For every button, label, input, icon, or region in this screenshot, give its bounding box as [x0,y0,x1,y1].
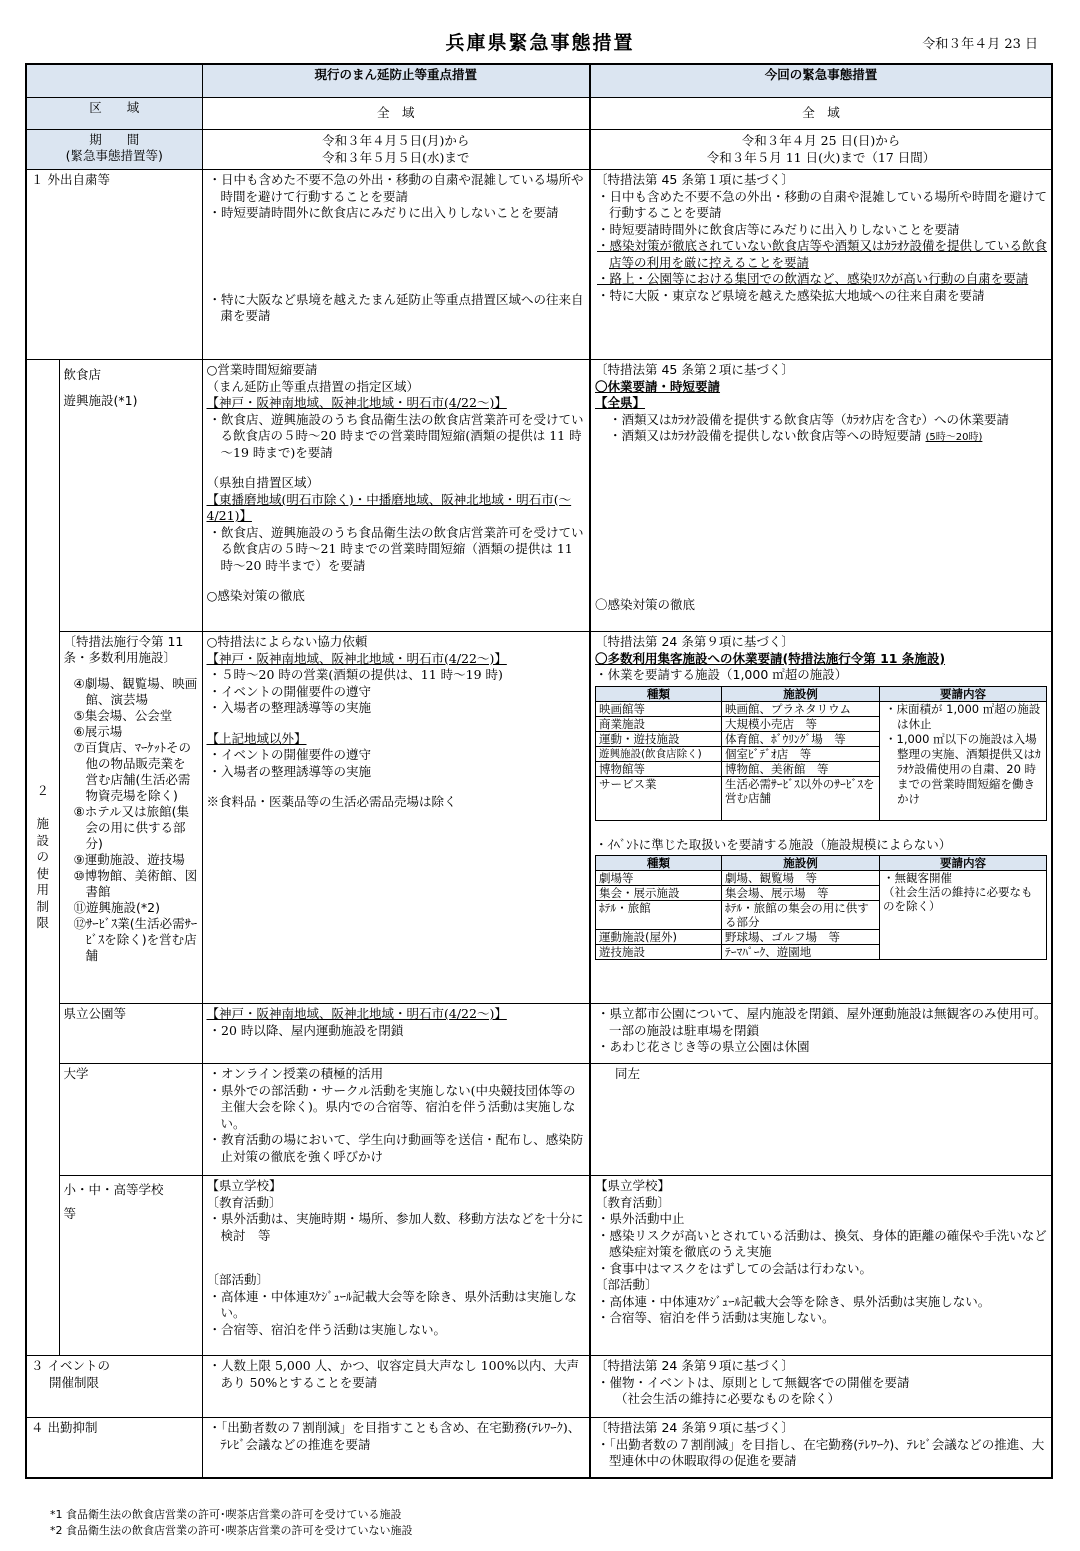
school-label-1: 小・中・高等学校 [63,1182,164,1197]
multi-label-title: 〔特措法施行令第 11 条・多数利用施設〕 [63,634,184,665]
event-request [880,871,1047,960]
food-cur-2: （まん延防止等重点措置の指定区域） [206,378,420,394]
section-4-label: ４ 出勤抑制 [26,1418,202,1478]
school-new-3: ・県外活動中止 [597,1211,685,1226]
school-new-2: 〔教育活動〕 [595,1194,671,1210]
school-new-7: ・高体連・中体連ｽｹｼﾞｭｰﾙ記載大会等を除き、県外活動は実施しない。 [597,1293,991,1309]
closure-type: 映画館等 [596,701,722,716]
footnote-1: *1 食品衛生法の飲食店営業の許可･喫茶店営業の許可を受けている施設 [50,1508,402,1521]
s4-new-2: ・「出勤者数の７割削減」を目指し、在宅勤務(ﾃﾚﾜｰｸ)、ﾃﾚﾋﾞ会議などの推進、大型連休中の休暇取得の促進を要請 [597,1436,1045,1468]
food-current [202,360,590,632]
food-new-1: 〔特措法第 45 条第２項に基づく〕 [595,362,794,377]
multi-new-1: 〔特措法第 24 条第９項に基づく〕 [595,634,794,649]
event-table-header [596,856,1047,871]
univ-cur-3: ・教育活動の場において、学生向け動画等を送信・配布し、感染防止対策の徹底を強く呼びかけ [208,1132,584,1164]
multi-label [59,632,202,1004]
closure-example: 生活必需ｻｰﾋﾞｽ以外のｻｰﾋﾞｽを営む店舗 [722,776,880,820]
period-label [26,130,202,170]
s2-vert-3: 設 [36,832,49,848]
section-1-label: １ 外出自粛等 [26,170,202,360]
s3-new-2: ・催物・イベントは、原則として無観客での開催を要請 [597,1374,910,1390]
section-2-multi-row [26,632,1052,1004]
food-cur-4: ・飲食店、遊興施設のうち食品衛生法の飲食店営業許可を受けている飲食店の５時～20 時までの営業時間短縮(酒類の提供は 11 時～19 時まで)を要請 [208,411,584,460]
event-head-type: 種類 [596,856,722,871]
event-request-1: ・無観客開催 [883,871,952,885]
univ-cur-2: ・県外での部活動・サークル活動を実施しない(中央競技団体等の主催大会を除く)。県内での合宿等、宿泊を伴う活動は実施しない。 [208,1082,576,1131]
park-current [202,1004,590,1064]
food-new-3: 【全県】 [595,395,646,410]
period-label-2: (緊急事態措置等) [65,148,163,163]
multi-cur-3: ・５時～20 時の営業(酒類の提供は、11 時～19 時) [208,667,503,682]
school-new-1: 【県立学校】 [595,1178,671,1193]
event-head-request: 要請内容 [880,856,1047,871]
food-new-5-text: ・酒類又はｶﾗｵｹ設備を提供しない飲食店等への時短要請 [609,428,922,443]
section-2-vertical-label [26,360,59,1356]
multi-cur-6: 【上記地域以外】 [206,730,307,746]
closure-type: 遊興施設(飲食店除く) [596,746,722,761]
s2-vert-7: 制 [36,898,49,914]
closure-example: 大規模小売店 等 [722,716,880,731]
closure-head-type: 種類 [596,686,722,701]
school-current [202,1176,590,1356]
food-new-5-hours: (5時～20時) [925,432,983,443]
multi-items-list [64,676,198,964]
period-new-1: 令和３年４月 25 日(日)から [741,133,901,148]
s1-new-4: ・路上・公園等における集団での飲酒など、感染ﾘｽｸが高い行動の自粛を要請 [597,271,1029,286]
multi-cur-8: ・入場者の整理誘導等の実施 [208,763,372,779]
section-3-new [590,1356,1052,1418]
s4-new-1: 〔特措法第 24 条第９項に基づく〕 [595,1420,794,1435]
multi-new-2: 〇多数利用集客施設への休業要請(特措法施行令第 11 条施設) [595,650,946,666]
s1-new-3: ・感染対策が徹底されていない飲食店等や酒類又はｶﾗｵｹ設備を提供している飲食店等の利用を厳に控えることを要請 [597,238,1048,270]
food-cur-8: ○感染対策の徹底 [206,588,305,603]
closure-example: 映画館、プラネタリウム [722,701,880,716]
area-row [26,98,1052,130]
closure-request [880,701,1047,820]
section-2-park-row [26,1004,1052,1064]
s3-label-1: ３ イベントの [31,1358,110,1373]
food-cur-1: ○営業時間短縮要請 [206,362,318,377]
multi-cur-5: ・入場者の整理誘導等の実施 [208,700,372,715]
school-cur-5: ・高体連・中体連ｽｹｼﾞｭｰﾙ記載大会等を除き、県外活動は実施しない。 [208,1288,577,1320]
s2-vert-4: の [36,849,49,865]
s3-cur-1: ・人数上限 5,000 人、かつ、収容定員大声なし 100%以内、大声あり 50%とすることを要請 [208,1358,579,1390]
food-label-1: 飲食店 [63,367,102,382]
multi-current [202,632,590,1004]
section-4-new [590,1418,1052,1478]
closure-example: 博物館、美術館 等 [722,761,880,776]
s1-new-basis: 〔特措法第 45 条第１項に基づく〕 [595,172,794,187]
multi-cur-9: ※食料品・医薬品等の生活必需品売場は除く [206,794,457,809]
multi-facility-item: ⑦百貨店、ﾏｰｹｯﾄその他の物品販売業を営む店舗(生活必需物資売場を除く) [73,740,191,803]
closure-type: 運動・遊技施設 [596,731,722,746]
univ-new-1: 同左 [615,1066,641,1081]
school-new-4: ・感染リスクが高いとされている活動は、換気、身体的距離の確保や手洗いなど感染症対策を徹底のうえ実施 [597,1227,1047,1259]
food-label-2: 遊興施設(*1) [63,393,138,408]
section-2-school-row [26,1176,1052,1356]
closure-head-request: 要請内容 [880,686,1047,701]
closure-type: 商業施設 [596,716,722,731]
closure-type: 博物館等 [596,761,722,776]
document-date: 令和３年４月 23 日 [922,37,1038,52]
univ-cur-1: ・オンライン授業の積極的活用 [208,1066,384,1081]
event-example: 野球場、ゴルフ場 等 [722,930,880,945]
area-current: 全 域 [202,98,590,130]
food-label [59,360,202,632]
s2-vert-6: 用 [36,882,49,898]
school-cur-3: ・県外活動は、実施時期・場所、参加人数、移動方法などを十分に検討 等 [208,1211,584,1243]
food-new-4: ・酒類又はｶﾗｵｹ設備を提供する飲食店等（ｶﾗｵｹ店を含む）への休業要請 [609,411,1010,427]
school-label [59,1176,202,1356]
period-current-2: 令和３年５月５日(水)まで [322,149,470,165]
park-cur-1: 【神戸・阪神南地域、阪神北地域・明石市(4/22～)】 [206,1006,507,1021]
school-label-2: 等 [63,1206,77,1221]
food-new-2: 〇休業要請・時短要請 [595,378,721,394]
food-new-6: 〇感染対策の徹底 [595,596,696,612]
section-3-row [26,1356,1052,1418]
s3-label-2: 開催制限 [49,1374,100,1390]
event-example: 集会場、展示場 等 [722,886,880,901]
s2-vert-8: 限 [36,915,49,931]
s4-cur-1: ・「出勤者数の７割削減」を目指すことも含め、在宅勤務(ﾃﾚﾜｰｸ)、ﾃﾚﾋﾞ会議などの推進を要請 [208,1420,581,1452]
s1-new-1: ・日中も含めた不要不急の外出・移動の自粛や混雑している場所や時間を避けて行動することを要請 [597,188,1048,220]
multi-cur-1: ○特措法によらない協力依頼 [206,634,368,649]
multi-facility-item: ⑪遊興施設(*2) [73,900,160,915]
school-new-6: 〔部活動〕 [595,1277,658,1292]
univ-label: 大学 [59,1064,202,1176]
school-new-5: ・食事中はマスクをはずしての会話は行わない。 [597,1260,873,1276]
multi-facility-item: ⑤集会場、公会堂 [73,708,173,723]
document-title: 兵庫県緊急事態措置 [445,32,635,54]
food-cur-7: ・飲食店、遊興施設のうち食品衛生法の飲食店営業許可を受けている飲食店の５時～21 時までの営業時間短縮（酒類の提供は 11 時～20 時半まで）を要請 [208,524,584,573]
closure-request-1: ・床面積が 1,000 ㎡超の施設は休止 [885,701,1041,731]
s1-new-2: ・時短要請時間外に飲食店等にみだりに出入りしないことを要請 [597,221,960,237]
school-new-8: ・合宿等、宿泊を伴う活動は実施しない。 [597,1310,835,1325]
park-cur-2: ・20 時以降、屋内運動施設を閉鎖 [208,1022,404,1038]
event-type: 運動施設(屋外) [596,930,722,945]
multi-new-4: ・ｲﾍﾞﾝﾄに準じた取扱いを要請する施設（施設規模によらない） [595,836,952,852]
event-type: 遊技施設 [596,945,722,960]
multi-cur-7: ・イベントの開催要件の遵守 [208,747,372,762]
header-current: 現行のまん延防止等重点措置 [202,64,590,98]
period-new [590,130,1052,170]
closure-table-header [596,686,1047,701]
section-1-row [26,170,1052,360]
univ-new [590,1064,1052,1176]
section-3-current [202,1356,590,1418]
food-new-5 [607,428,1047,447]
event-request-2: （社会生活の維持に必要なものを除く） [883,885,1033,913]
s2-vert-0: ２ [36,783,49,799]
footnote-2: *2 食品衛生法の飲食店営業の許可･喫茶店営業の許可を受けていない施設 [50,1524,413,1537]
s1-current-3: ・特に大阪など県境を越えたまん延防止等重点措置区域への往来自粛を要請 [208,291,584,323]
park-new-2: ・あわじ花さじき等の県立公園は休園 [597,1039,810,1054]
event-type: ﾎﾃﾙ・旅館 [596,901,722,930]
closure-head-example: 施設例 [722,686,880,701]
school-cur-2: 〔教育活動〕 [206,1194,282,1210]
event-example: ﾎﾃﾙ・旅館の集会の用に供する部分 [722,901,880,930]
closure-request-2: ・1,000 ㎡以下の施設は入場整理の実施、酒類提供又はｶﾗｵｹ設備使用の自粛、20 時までの営業時間短縮を働きかけ [885,731,1041,806]
multi-facility-item: ⑥展示場 [73,724,123,739]
multi-facility-item: ⑧ホテル又は旅館(集会の用に供する部分) [73,804,189,851]
header-blank [26,64,202,98]
event-row [596,871,1047,886]
section-2-univ-row [26,1064,1052,1176]
s3-new-1: 〔特措法第 24 条第９項に基づく〕 [595,1358,794,1373]
s1-current-2: ・時短要請時間外に飲食店にみだりに出入りしないことを要請 [208,205,559,220]
area-label: 区 域 [26,98,202,130]
event-type: 劇場等 [596,871,722,886]
event-example: ﾃｰﾏﾊﾟｰｸ、遊園地 [722,945,880,960]
period-new-2: 令和３年５月 11 日(火)まで（17 日間） [706,149,936,165]
univ-current [202,1064,590,1176]
s2-vert-5: 使 [36,865,49,881]
multi-facility-item: ⑫ｻｰﾋﾞｽ業(生活必需ｻｰﾋﾞｽを除く)を営む店舗 [73,916,198,963]
header-row [26,64,1052,98]
section-4-row [26,1418,1052,1478]
section-3-label [26,1356,202,1418]
multi-cur-4: ・イベントの開催要件の遵守 [208,683,372,699]
area-new: 全 域 [590,98,1052,130]
school-cur-6: ・合宿等、宿泊を伴う活動は実施しない。 [208,1321,447,1337]
multi-facility-item: ⑩博物館、美術館、図書館 [73,868,198,899]
period-current [202,130,590,170]
s1-current-1: ・日中も含めた不要不急の外出・移動の自粛や混雑している場所や時間を避けて行動することを要請 [208,172,584,204]
header-new: 今回の緊急事態措置 [590,64,1052,98]
event-example: 劇場、観覧場 等 [722,871,880,886]
food-cur-6: 【東播磨地域(明石市除く)・中播磨地域、阪神北地域・明石市(～4/21)】 [206,491,572,523]
period-current-1: 令和３年４月５日(月)から [322,133,470,148]
multi-cur-2: 【神戸・阪神南地域、阪神北地域・明石市(4/22～)】 [206,650,507,666]
section-1-current [202,170,590,360]
school-cur-1: 【県立学校】 [206,1178,282,1193]
period-row [26,130,1052,170]
closure-type: サービス業 [596,776,722,820]
period-label-1: 期 間 [89,132,140,147]
event-facility-table [595,855,1047,960]
measures-table [25,63,1053,1479]
closure-facility-table [595,686,1047,821]
school-new [590,1176,1052,1356]
park-new [590,1004,1052,1064]
closure-example: 個室ﾋﾞﾃﾞｵ店 等 [722,746,880,761]
s1-new-5: ・特に大阪・東京など県境を越えた感染拡大地域への往来自粛を要請 [597,287,985,303]
closure-example: 体育館、ﾎﾞｳﾘﾝｸﾞ場 等 [722,731,880,746]
multi-new-3: ・休業を要請する施設（1,000 ㎡超の施設） [595,667,848,682]
closure-row [596,701,1047,716]
food-cur-3: 【神戸・阪神南地域、阪神北地域・明石市(4/22～)】 [206,395,507,410]
multi-new [590,632,1052,1004]
school-cur-4: 〔部活動〕 [206,1272,270,1287]
multi-facility-item: ⑨運動施設、遊技場 [73,852,185,867]
s3-new-3: （社会生活の維持に必要なものを除く） [615,1391,841,1406]
park-new-1: ・県立都市公園について、屋内施設を閉鎖、屋外運動施設は無観客のみ使用可。一部の施設は駐車場を閉鎖 [597,1006,1047,1038]
food-new [590,360,1052,632]
event-type: 集会・展示施設 [596,886,722,901]
multi-facility-item: ④劇場、観覧場、映画館、演芸場 [73,676,198,707]
section-2-food-row [26,360,1052,632]
section-4-current [202,1418,590,1478]
section-1-new [590,170,1052,360]
park-label: 県立公園等 [59,1004,202,1064]
event-head-example: 施設例 [722,856,880,871]
food-cur-5: （県独自措置区域） [206,475,320,490]
s2-vert-2: 施 [36,816,49,832]
